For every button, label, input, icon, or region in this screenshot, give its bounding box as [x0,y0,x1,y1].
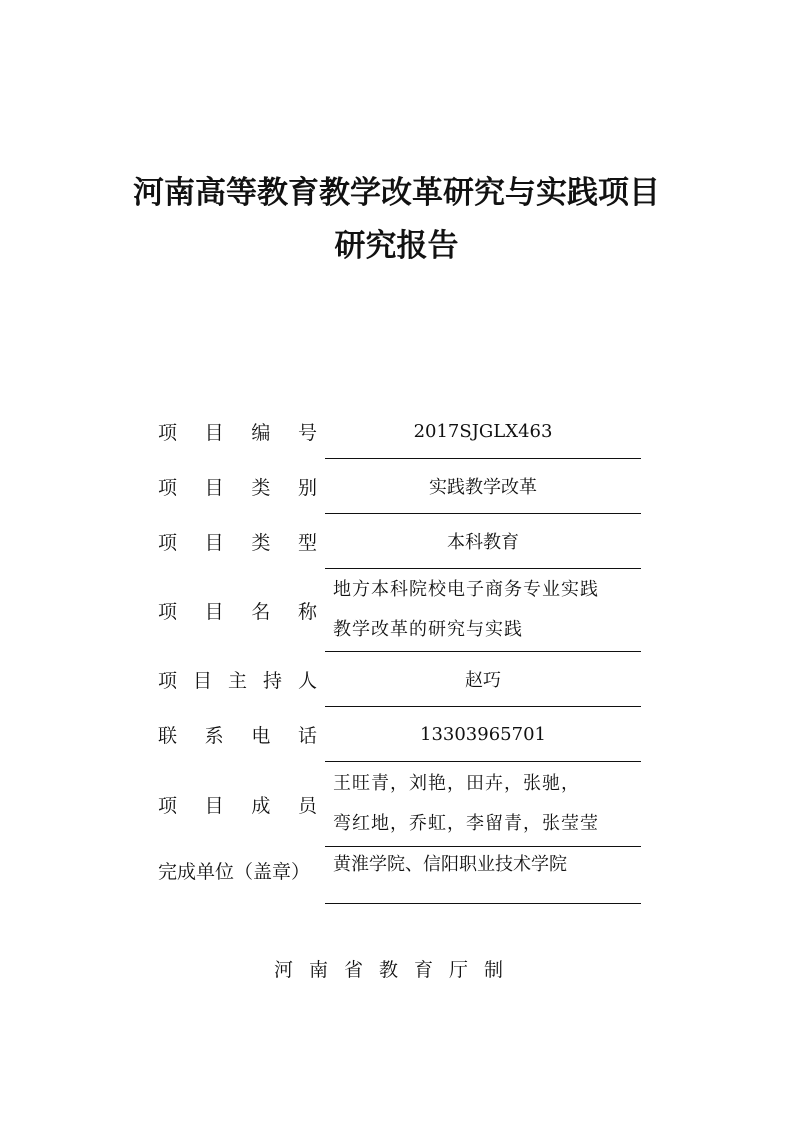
members-line-2: 弯红地，乔虹，李留青，张莹莹 [333,813,599,834]
label-completing-unit: 完成单位（盖章） [158,861,311,883]
members-line-1: 王旺青，刘艳，田卉，张驰， [333,773,580,794]
row-project-number [158,404,641,459]
label-char: 项 [158,422,178,444]
label-char: 类 [251,532,271,554]
label-char: 持 [262,670,282,692]
label-char: 别 [297,477,317,499]
label-char: 话 [297,725,317,747]
row-project-leader [158,652,641,707]
label-char: 名 [251,601,271,623]
label-char: 号 [297,422,317,444]
value-project-number: 2017SJGLX463 [325,404,641,459]
row-project-category [158,459,641,514]
label-char: 类 [251,477,271,499]
value-project-category: 实践教学改革 [325,459,641,514]
value-completing-unit: 黄淮学院、信阳职业技术学院 [325,847,641,904]
label-project-leader [158,652,325,707]
label-char: 编 [251,422,271,444]
label-char: 称 [297,601,317,623]
report-title-line-1: 河南高等教育教学改革研究与实践项目 [133,175,660,211]
value-project-name [325,569,641,652]
value-project-members [325,762,641,847]
label-project-category [158,459,325,514]
row-project-name [158,569,641,652]
label-char: 项 [158,601,178,623]
issuer-footer: 河南省教育厅制 [273,959,519,981]
label-char: 主 [227,670,247,692]
row-project-members [158,762,641,847]
label-char: 电 [251,725,271,747]
label-char: 员 [297,795,317,817]
project-info-table [158,404,641,904]
value-contact-phone: 13303965701 [325,707,641,762]
value-project-type: 本科教育 [325,514,641,569]
label-project-type [158,514,325,569]
report-title-line-2: 研究报告 [334,228,459,264]
label-char: 目 [204,422,224,444]
value-project-leader: 赵巧 [325,652,641,707]
label-contact-phone [158,707,325,762]
label-project-number [158,404,325,459]
label-char: 成 [251,795,271,817]
label-char: 目 [204,532,224,554]
label-char: 项 [158,477,178,499]
label-project-members [158,762,325,847]
label-char: 人 [297,670,317,692]
label-char: 目 [204,477,224,499]
label-char: 目 [204,795,224,817]
label-char: 项 [158,532,178,554]
label-char: 目 [192,670,212,692]
project-name-line-2: 教学改革的研究与实践 [333,619,523,640]
label-char: 型 [297,532,317,554]
label-char: 项 [158,670,178,692]
project-name-line-1: 地方本科院校电子商务专业实践 [333,579,599,600]
label-char: 项 [158,795,178,817]
label-char: 联 [158,725,178,747]
label-char: 系 [204,725,224,747]
row-project-type [158,514,641,569]
row-completing-unit [158,847,641,904]
label-char: 目 [204,601,224,623]
row-contact-phone [158,707,641,762]
label-project-name [158,569,325,652]
